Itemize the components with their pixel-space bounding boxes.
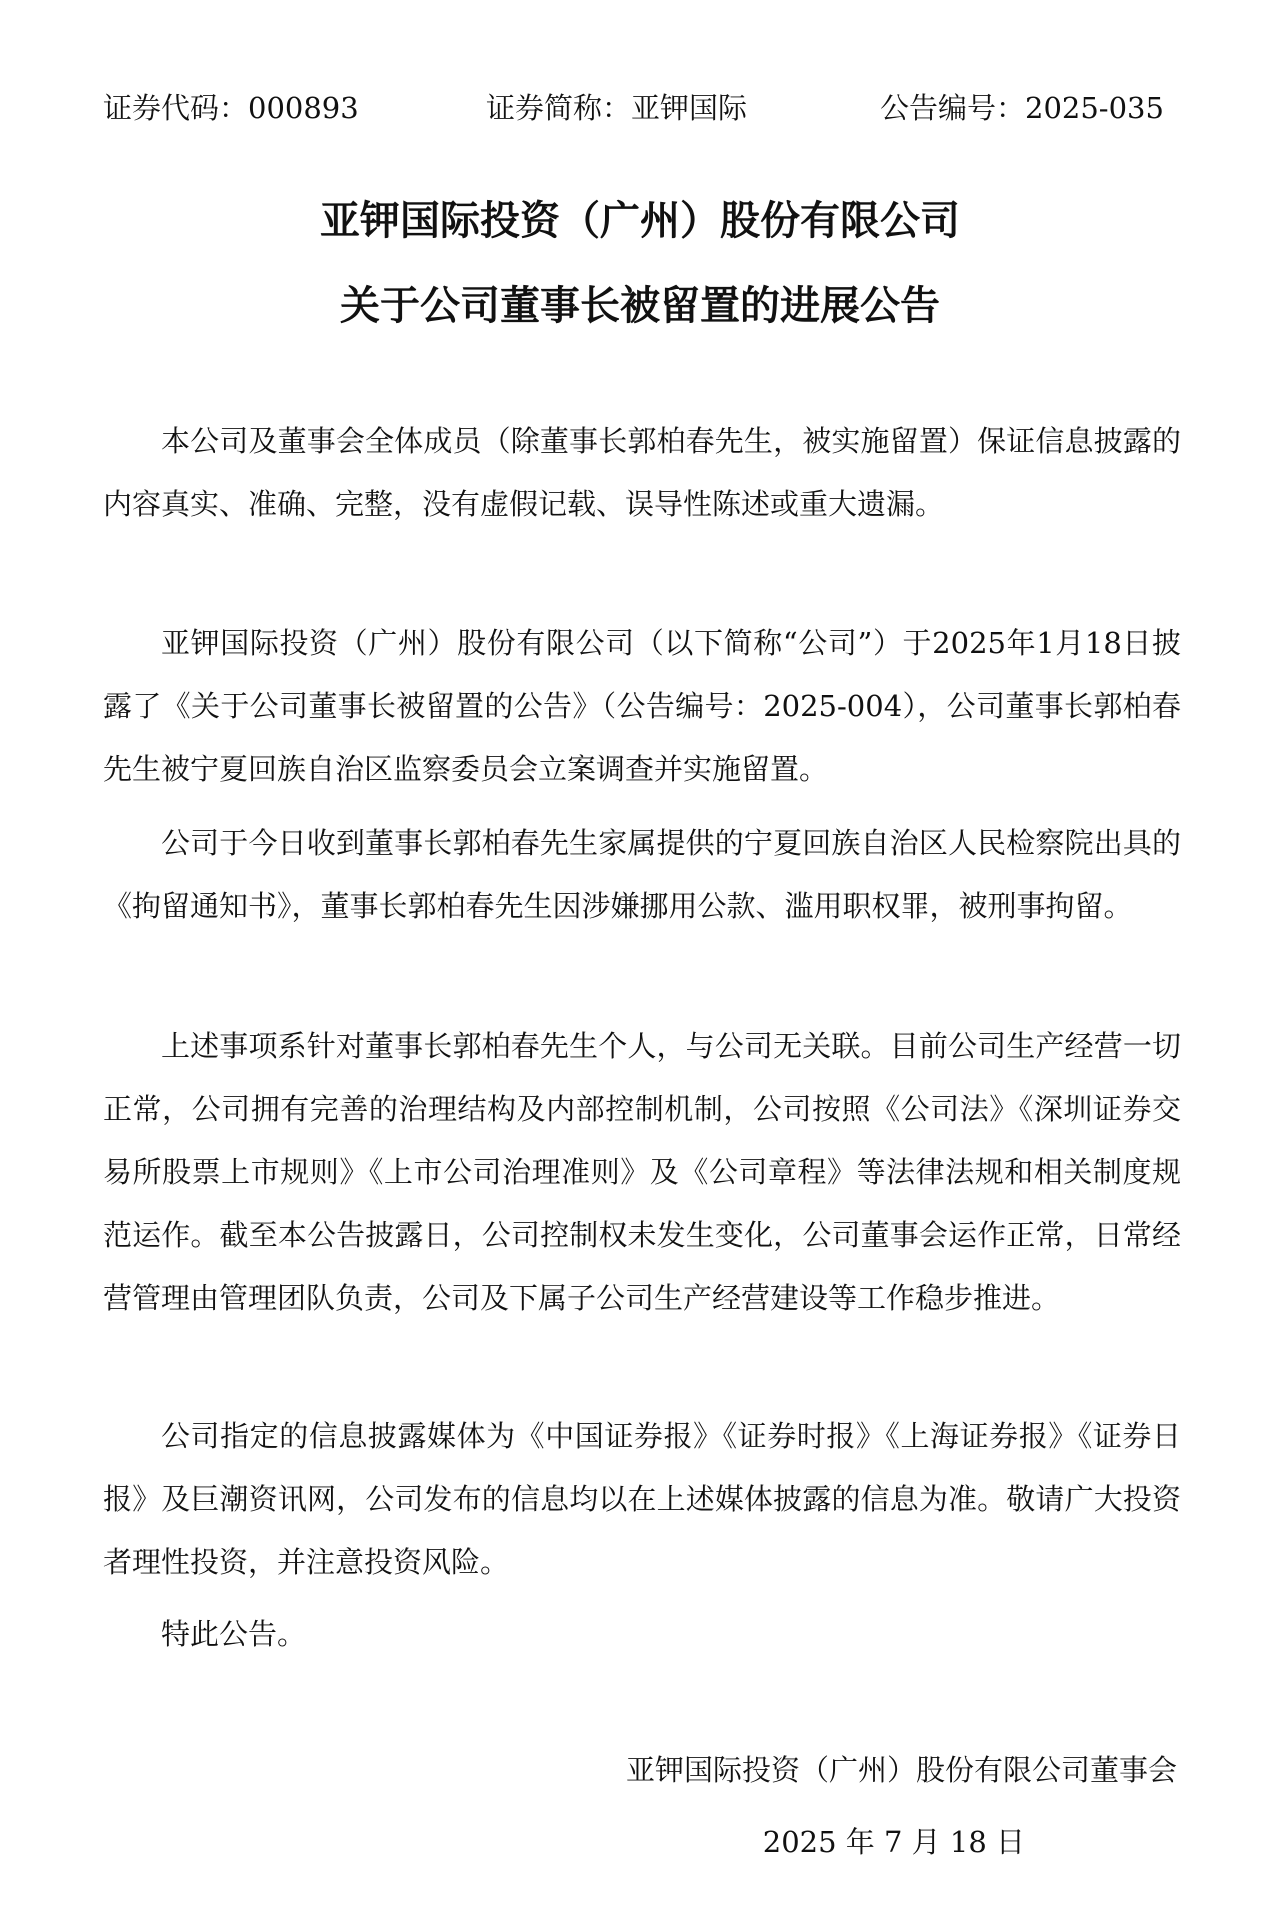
paragraph-operations: 上述事项系针对董事长郭柏春先生个人，与公司无关联。目前公司生产经营一切正常，公司拥有完善的治理结构及内部控制机制，公司按照《公司法》《深圳证券交易所股票上市规则》《上市公司治理准则》及《公司章程》等法律法规和相关制度规范运作。截至本公告披露日，公司控制权未发生变化，公司董事会运作正常，日常经营管理由管理团队负责，公司及下属子公司生产经营建设等工作稳步推进。 [103, 1029, 1181, 1315]
stock-abbreviation: 证券简称：亚钾国际 [486, 91, 748, 125]
title-company: 亚钾国际投资（广州）股份有限公司 [320, 197, 960, 244]
paragraph-background: 亚钾国际投资（广州）股份有限公司（以下简称“公司”）于2025年1月18日披露了《关于公司董事长被留置的公告》（公告编号：2025-004），公司董事长郭柏春先生被宁夏回族自治区监察委员会立案调查并实施留置。 [103, 626, 1181, 786]
paragraph-disclaimer: 本公司及董事会全体成员（除董事长郭柏春先生，被实施留置）保证信息披露的内容真实、准确、完整，没有虚假记载、误导性陈述或重大遗漏。 [103, 424, 1181, 521]
signature-organization: 亚钾国际投资（广州）股份有限公司董事会 [625, 1753, 1177, 1787]
title-subject: 关于公司董事长被留置的进展公告 [340, 282, 940, 329]
stock-code: 证券代码：000893 [103, 91, 359, 125]
announcement-number: 公告编号：2025-035 [880, 91, 1164, 125]
paragraph-detention-notice: 公司于今日收到董事长郭柏春先生家属提供的宁夏回族自治区人民检察院出具的《拘留通知书》，董事长郭柏春先生因涉嫌挪用公款、滥用职权罪，被刑事拘留。 [103, 826, 1181, 923]
paragraph-closing: 特此公告。 [161, 1617, 307, 1651]
signature-date: 2025 年 7 月 18 日 [762, 1825, 1025, 1859]
document-header [0, 88, 1280, 128]
paragraph-media: 公司指定的信息披露媒体为《中国证券报》《证券时报》《上海证券报》《证券日报》及巨潮资讯网，公司发布的信息均以在上述媒体披露的信息为准。敬请广大投资者理性投资，并注意投资风险。 [103, 1419, 1181, 1579]
